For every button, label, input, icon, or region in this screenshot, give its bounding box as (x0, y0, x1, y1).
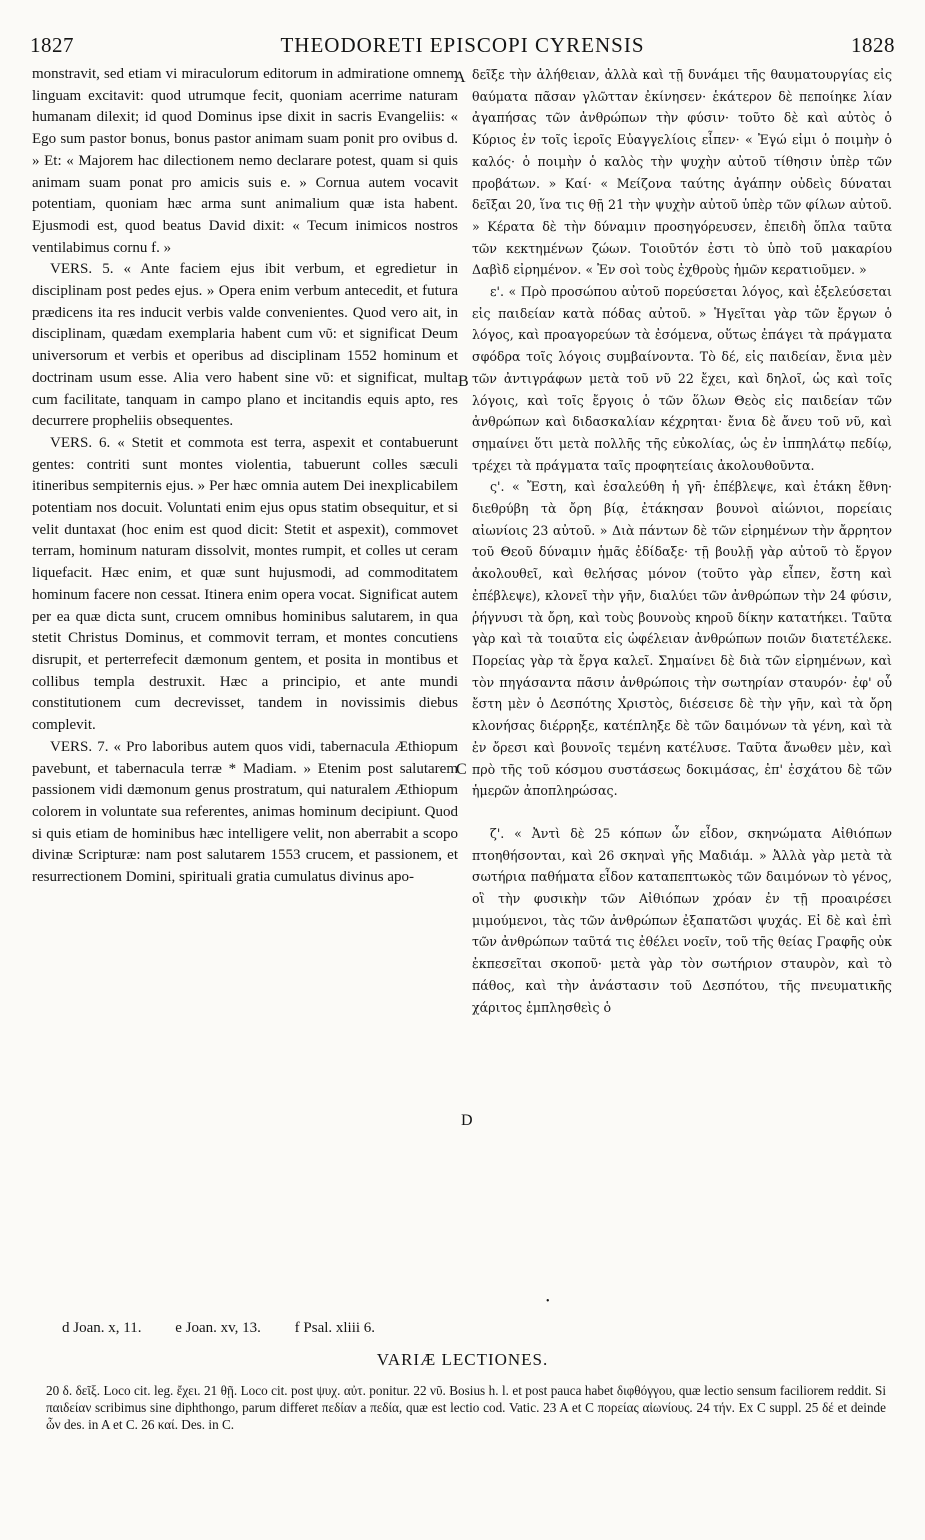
margin-marker-d: D (461, 1112, 473, 1129)
greek-paragraph: ζ'. « Ἀντὶ δὲ 25 κόπων ὧν εἶδον, σκηνώματα Αἰθιόπων πτοηθήσονται, καὶ 26 σκηναὶ γῆς Μαδιάμ. » Ἀλλὰ γὰρ μετὰ τὰ σωτήρια παθήματα εἶδον καταπεπτωκὸς τῶν δαιμόνων τὸ γένος, οἳ τὴν φυσικὴν τῶν Αἰθιόπων χρόαν ἐν τῇ προαιρέσει μιμούμενοι, τὰς τῶν ἀνθρώπων ἐξαπατῶσι ψυχάς. Εἰ δὲ καὶ ἐπὶ τῶν ἀνθρώπων ταῦτά τις ἐθέλει νοεῖν, τοῦ τῆς θείας Γραφῆς οὐκ ἐκπεσεῖται σκοποῦ· μετὰ γὰρ τὸν σωτήριον σταυρὸν, καὶ τὸ πάθος, καὶ τὴν ἀνάστασιν τοῦ Δεσπότου, τῆς πνευματικῆς χάριτος ἐμπλησθεὶς ὁ (472, 825, 892, 1015)
greek-paragraph: ς'. « Ἔστη, καὶ ἐσαλεύθη ἡ γῆ· ἐπέβλεψε, καὶ ἐτάκη ἔθνη· διεθρύβη τὰ ὄρη βίᾳ, ἐτάκησαν βουνοὶ αἰώνιοι, πορείαις αἰωνίοις 23 αὐτοῦ. » Διὰ πάντων δὲ τῶν εἰρημένων τὴν ἄρρητον τοῦ Θεοῦ δύναμιν ἡμᾶς ἐδίδαξε· τῇ βουλῇ γὰρ αὐτοῦ τὸ ἔργον ἀκολουθεῖ, καὶ θελήσας μόνον (τοῦτο γὰρ εἶπεν, ἔστη καὶ ἐπέβλεψε), κλονεῖ τὴν γῆν, διαλύει τῶν ἀνθρώπων τὴν 24 φύσιν, ῥήγνυσι τὰ ὄρη, καὶ τοὺς βουνοὺς κηροῦ δίκην κατατήκει. Ταῦτα γὰρ καὶ τὰ τοιαῦτα εἰς ὠφέλειαν ἀνθρώπων ποιῶν διατετέλεκε. Πορείας γὰρ τὰ ἔργα καλεῖ. Σημαίνει δὲ διὰ τῶν εἰρημένων, καὶ τὸν πηγάσαντα πᾶσιν ἀνθρώποις τὴν σωτηρίαν σταυρόν· ἐφ' οὗ ἔστη μὲν ὁ Δεσπότης Χριστὸς, διέσεισε δὲ τὴν γῆν, καὶ τὰ ὄρη κλονήσας διέρρηξε, κατέπληξε δὲ τῶν δαιμόνων τὰ γένη, καὶ τὰ ἐν ὄρεσι καὶ βουνοῖς τεμένη κατέλυσε. Ταῦτα ἄνωθεν μὲν, καὶ πρὸ τῆς τοῦ κόσμου συστάσεως δοκιμάσας, ἐπ' ἐσχάτου δὲ τῶν ἡμερῶν ἀποπληρώσας. (472, 479, 892, 799)
separator-dot: • (546, 1296, 550, 1307)
latin-paragraph: VERS. 7. « Pro laboribus autem quos vidi, tabernacula Æthiopum pavebunt, et tabernacula terræ * Madiam. » Etenim post salutarem passionem vidi dæmonum genus prostratum, qui naturalem Æthiopum colorem in voluntate sua referentes, animas hominum decipiunt. Quod si quis etiam de hominibus hæc intelligere velit, non aberrabit a scopo divinæ Scripturæ: nam post salutarem 1553 crucem, et passionem, et resurrectionem Domini, spirituali gratia cumulatus divinus apo- (32, 738, 458, 886)
variae-heading: VARIÆ LECTIONES. (376, 1350, 549, 1369)
page-header (30, 33, 895, 61)
greek-column (472, 64, 892, 1018)
latin-column (32, 64, 458, 889)
margin-marker-c: C (456, 761, 467, 778)
footnote: e Joan. xv, 13. (175, 1320, 261, 1336)
latin-paragraph: VERS. 5. « Ante faciem ejus ibit verbum, et egredietur in disciplinam post pedes ejus. » Opera enim verbum antecedit, et futura prædicens ita res inducit verbis valde convenientes. Quod vero ait, in disciplinam, quædam exemplaria habent cum νῦ: et significat Deum universorum et verbis et operibus ad disciplinam 1552 hominum et doctrinam usum esse. Alia vero habent sine νῦ: et significat, multa cum facilitate, tanquam in campo plano et incitandis equis apto, res decurrere propheliis obsequentes. (32, 261, 458, 430)
latin-paragraph: monstravit, sed etiam vi miraculorum editorum in admiratione omnem linguam excitavit: quod utrumque fecit, quoniam acerrime naturam humanam dilexit; id quod Dominus ipse dixit in sacris Evangeliis: « Ego sum pastor bonus, bonus pastor animam suam ponit pro ovibus d. » Et: « Majorem hac dilectionem nemo declarare potest, quam si quis animam suam ponat pro amicis suis e. » Cornua autem vocavit potentiam, quoniam hæc arma sunt animalium quæ ista habent. Ejusmodi est, quod beatus David dixit: « Tecum inimicos nostros ventilabimus cornu f. » (32, 66, 458, 256)
margin-marker-b: B (458, 373, 469, 390)
variae-lectiones: 20 δ. δεῖξ. Loco cit. leg. ἔχει. 21 θῇ. Loco cit. post ψυχ. αὐτ. ponitur. 22 νῦ. Bosius h. l. et post pauca habet διφθόγγου, quæ lectio sensum faciliorem reddit. Si παιδείαν scribimus sine diphthongo, parum differet πεδίαν a πεδία, quæ est lectio cod. Vatic. 23 A et C πορείας αἰωνίους. 24 τήν. Ex C suppl. 25 δέ et deinde ὧν des. in A et C. 26 καί. Des. in C. (46, 1383, 886, 1432)
page-number-left: 1827 (30, 33, 74, 57)
footnotes (62, 1318, 862, 1338)
footnote: f Psal. xliii 6. (294, 1320, 376, 1336)
greek-paragraph: ε'. « Πρὸ προσώπου αὐτοῦ πορεύσεται λόγος, καὶ ἐξελεύσεται εἰς παιδείαν κατὰ πόδας αὐτοῦ. » Ἡγεῖται γὰρ τῶν ἔργων ὁ λόγος, καὶ προαγορεύων τὰ ἐσόμενα, οὕτως ἐπάγει τὰ πράγματα σφόδρα τοῖς λόγοις συμβαίνοντα. Τὸ δέ, εἰς παιδείαν, ἔνια μὲν τῶν ἀντιγράφων μετὰ τοῦ νῦ 22 ἔχει, καὶ δηλοῖ, ὡς καὶ τοῖς λόγοις, καὶ τοῖς ἔργοις ὁ τῶν ὅλων Θεὸς εἰς παιδείαν τῶν ἀνθρώπων καὶ διδασκαλίαν κέχρηται· ἔνια δὲ ἄνευ τοῦ νῦ, καὶ σημαίνει ὅτι μετὰ πολλῆς τῆς εὐκολίας, ὡς ἐν ἱππηλάτῳ πεδίῳ, τρέχει τὰ πράγματα ταῖς προφητείαις ἀκολουθοῦντα. (472, 284, 892, 473)
page-number-right: 1828 (851, 33, 895, 57)
margin-marker-a: A (454, 69, 466, 86)
running-title: THEODORETI EPISCOPI CYRENSIS (280, 33, 645, 57)
greek-paragraph: δεῖξε τὴν ἀλήθειαν, ἀλλὰ καὶ τῇ δυνάμει τῆς θαυματουργίας εἰς θαύματα πᾶσαν γλῶτταν ἐκίνησεν· ἑκάτερον δὲ πεποίηκε λίαν ἀγαπήσας τῶν ἀνθρώπων τὴν φύσιν· τοῦτο δὲ καὶ αὐτὸς ὁ Κύριος ἐν τοῖς ἱεροῖς Εὐαγγελίοις εἶπεν· « Ἐγώ εἰμι ὁ ποιμὴν ὁ καλός· ὁ ποιμὴν ὁ καλὸς τὴν ψυχὴν αὐτοῦ τίθησιν ὑπὲρ τῶν προβάτων. » Καί· « Μείζονα ταύτης ἀγάπην οὐδεὶς δύναται δεῖξαι 20, ἵνα τις θῇ 21 τὴν ψυχὴν αὐτοῦ ὑπὲρ τῶν φίλων αὐτοῦ. » Κέρατα δὲ τὴν δύναμιν προσηγόρευσεν, ἐπειδὴ ὅπλα ταῦτα τῶν κεκτημένων ζώων. Τοιοῦτόν ἐστι τὸ ὑπὸ τοῦ μακαρίου Δαβὶδ εἰρημένον. « Ἐν σοὶ τοὺς ἐχθροὺς ἡμῶν κερατιοῦμεν. » (472, 67, 892, 278)
latin-paragraph: VERS. 6. « Stetit et commota est terra, aspexit et contabuerunt gentes: contriti sunt montes violentia, tabuerunt colles sæculi itineribus sempiternis ejus. » Per hæc omnia autem Dei inexplicabilem potentiam nos docuit. Voluntati enim ejus opus statim obsequitur, et si velit duntaxat (hoc enim est quod dicit: Stetit et aspexit), commovet terram, hominum naturam dissolvit, montes rumpit, et colles ut ceram liquefacit. Hæc enim, et quæ sunt hujusmodi, ad commoditatem hominum facere non cessat. Itinera enim opera vocat. Significat autem per ea quæ dicta sunt, crucem omnibus hominibus salutarem, in qua stetit Christus Dominus, et commovit terram, et montes concutiens disrupit, et perterrefecit dæmonum gentem, et posita in montibus et collibus templa destruxit. Hæc a principio, et ante mundi constitutionem cum decrevisset, tandem in novissimis diebus complevit. (32, 434, 458, 734)
footnote: d Joan. x, 11. (62, 1320, 142, 1336)
